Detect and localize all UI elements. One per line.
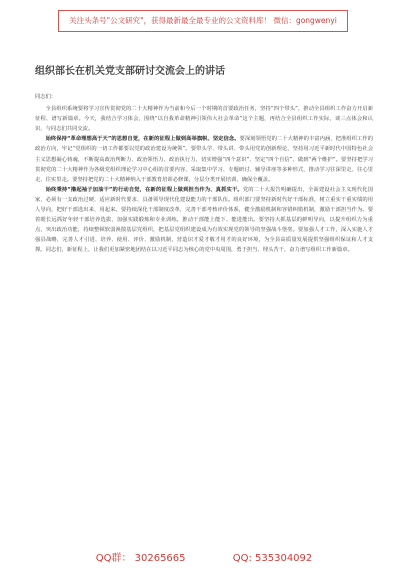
paragraph-3 (35, 185, 373, 256)
salutation: 同志们： (35, 94, 57, 100)
paragraph-lead: 始终保持“革命理想高于天”的思想自觉，在新的征程上做到高举旗帜、坚定信念。 (45, 136, 240, 143)
footer (0, 548, 408, 570)
footer-qq-group: QQ群： 30265665 (95, 553, 186, 564)
paragraph-2 (35, 134, 373, 184)
paragraph-lead: 始终秉持“撸起袖子加油干”的行动自觉，在新的征程上做到担当作为、真抓实干。 (45, 186, 243, 193)
document-body (35, 92, 373, 256)
paragraph-text: 全县组织系统要将学习宣传贯彻党的二十大精神作为当前和今后一个时期的首要政治任务，坚持“四个带头”，推动全县组织工作奋力开启新征程、谱写新篇章。今天，我结合学习体会，围绕“以自我革命精神引领伟大社会革命”这个主题，再结合全县组织工作实际，谈三点体会和认识，与同志们共同交流。 (35, 106, 373, 133)
paragraph-text: 要深刻领悟党的二十大精神的丰富内涵，把准组织工作的政治方向，牢记“党组织的一切工作都要以党的政治建设为统领”。要带头学、带头讲、带头用党的创新理论，坚持用习近平新时代中国特色社会主义思想凝心铸魂，不断提高政治判断力、政治领悟力、政治执行力，切实增强“四个意识”、坚定“四个自信”、做到“两个维护”。要坚持把学习贯彻党的二十大精神作为各级党组织理论学习中心组的首要内容，采取集中学习、专题研讨、辅导讲座等多种形式，推动学习往深里走、往心里走、往实里走。要坚持把党的二十大精神纳入干部教育培训必修课，分层分类开展培训，确保全覆盖。 (35, 136, 373, 183)
document-title: 组织部长在机关党支部研讨交流会上的讲话 (35, 66, 225, 77)
paragraph-1 (35, 104, 373, 134)
top-banner: 关注头条号"公文研究"，获得最新最全最专业的公文资料库！ 微信：gongwenyi (58, 10, 348, 32)
footer-qq: QQ: 535304092 (232, 553, 313, 564)
paragraph-text: 党的二十大报告明确提出，全面建设社会主义现代化国家，必须有一支政治过硬、适应新时代要求、具备领导现代化建设能力的干部队伍。组织部门要坚持新时代好干部标准，树立重实干重实绩的用人导向，把好干部选出来、用起来。要持续深化干部制度改革，完善干部考核评价体系，健全激励机制和容错纠错机制，激励干部担当作为。要着眼长远抓好年轻干部培养选拔，加强实践锻炼和专业训练，推动干部能上能下、能进能出。要坚持大抓基层的鲜明导向，以提升组织力为重点，突出政治功能，持续整顿软弱涣散基层党组织，把基层党组织建设成为有效实现党的领导的坚强战斗堡垒。要加强人才工作，深入实施人才强县战略，完善人才引进、培养、使用、评价、激励机制，营造识才爱才敬才用才的良好环境，为全县高质量发展提供坚强组织保证和人才支撑。同志们，新征程上，让我们更加紧密地团结在以习近平同志为核心的党中央周围，勇于担当、埋头苦干，奋力谱写组织工作新篇章。 (35, 186, 373, 254)
